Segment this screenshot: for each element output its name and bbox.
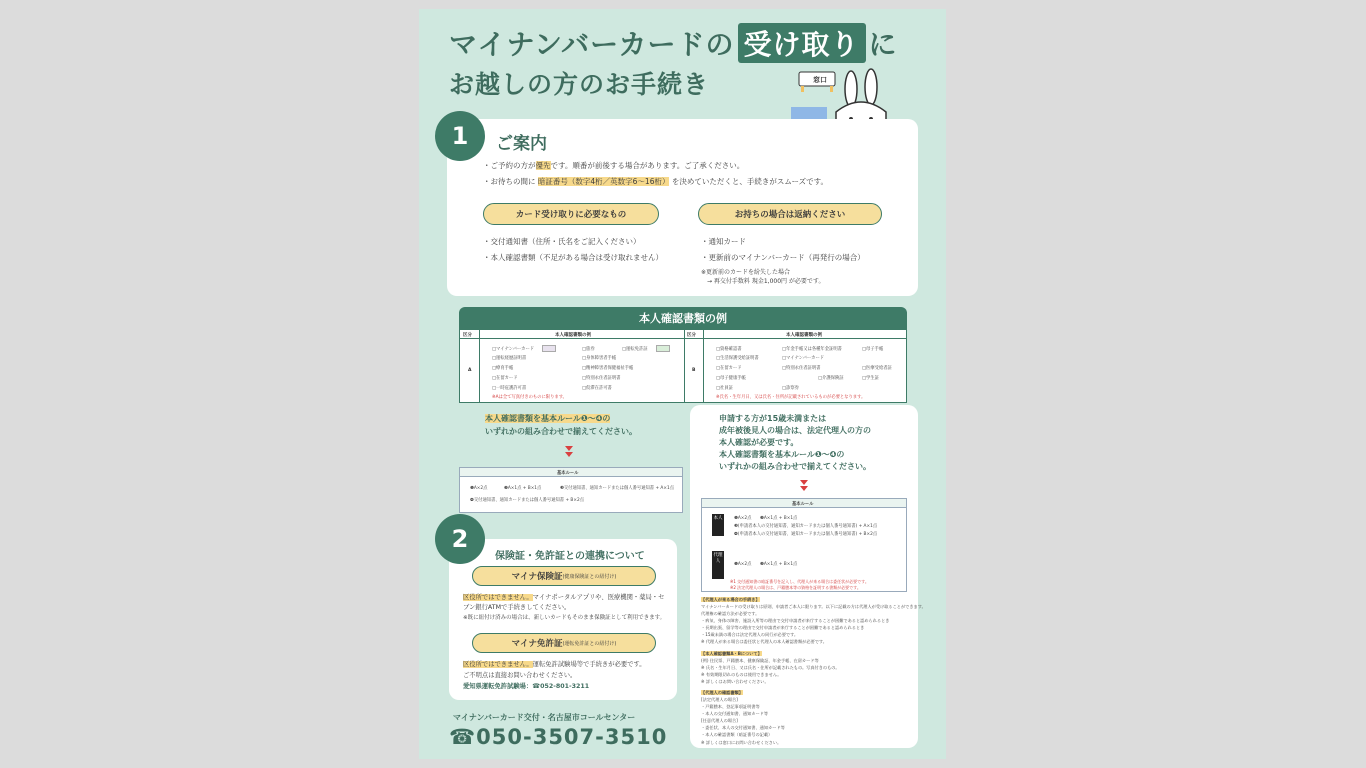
a-item: □精神障害者保健福祉手帳 bbox=[582, 366, 634, 371]
notes-h3 bbox=[701, 690, 743, 697]
right-note-1: ※更新前のカードを紛失した場合 bbox=[701, 269, 791, 276]
a-item: □一時庇護許可書 bbox=[492, 386, 527, 391]
a-note: ※Aは全て写真付きのものに限ります。 bbox=[492, 395, 567, 400]
line2-pre: ・お待ちの間に bbox=[483, 177, 538, 186]
notes-h1-text: 【代理人が来る場合の手続き】 bbox=[701, 597, 760, 602]
b-item: □特別永住者証明書 bbox=[782, 366, 821, 371]
b-item: □医療受給者証 bbox=[862, 366, 892, 371]
b-item: □生活保護受給証明書 bbox=[716, 356, 759, 361]
right-item-2: ・更新前のマイナンバーカード（再発行の場合） bbox=[701, 253, 865, 262]
rule-right-5: いずれかの組み合わせで揃えてください。 bbox=[719, 462, 871, 471]
right-item-1: ・通知カード bbox=[701, 237, 746, 246]
arrow-down-icon bbox=[800, 486, 808, 491]
notes-p2-1: ※ 氏名・生年月日、又は氏名・住所が記載されたもの。写真付きのもの。 bbox=[701, 665, 840, 670]
id-table bbox=[459, 329, 907, 403]
basic-rule-left-title: 基本ルール bbox=[557, 471, 579, 476]
line1-post: です。順番が前後する場合があります。ご了承ください。 bbox=[550, 161, 745, 170]
rule-item: ❶A×2点 bbox=[470, 486, 488, 491]
notes-h3-text: 【代理人の確認書類】 bbox=[701, 690, 743, 695]
notes-p2-2: ※ 有効期限切れのものは使用できません。 bbox=[701, 672, 782, 677]
b-note: ※氏名・生年月日、又は氏名・住所が記載されているものが必要となります。 bbox=[716, 395, 866, 400]
basic-rule-right bbox=[701, 498, 907, 592]
rule-item: ❹交付通知書、通知カードまたは個人番号通知書 + B×2点 bbox=[470, 498, 584, 503]
pill-mynumber-insurance bbox=[472, 566, 656, 586]
callcenter-label: マイナンバーカード交付・名古屋市コールセンター bbox=[453, 713, 636, 722]
a-item: □運転経歴証明書 bbox=[492, 356, 527, 361]
b-item: □年金手帳又は各種年金証明書 bbox=[782, 347, 842, 352]
pill2-sub: (運転免許証との紐付け) bbox=[562, 640, 617, 647]
notes-p3-3: [任意代理人の場合] bbox=[701, 718, 738, 723]
b-item: □在留カード bbox=[716, 366, 742, 371]
card-thumbnail-icon bbox=[542, 345, 556, 352]
pill1-label: マイナ保険証 bbox=[511, 572, 563, 582]
rule-right-4: 本人確認書類を基本ルール❶～❹の bbox=[719, 450, 845, 459]
pill1-sub: (健康保険証との紐付け) bbox=[562, 573, 617, 580]
arrow-down-icon bbox=[565, 452, 573, 457]
s2-p2 bbox=[463, 661, 646, 670]
notes-p3-0: [法定代理人の場合] bbox=[701, 697, 738, 702]
line1-pre: ・ご予約の方が bbox=[483, 161, 536, 170]
left-item-1: ・交付通知書（住所・氏名をご記入ください） bbox=[483, 237, 641, 246]
b-item: □社員証 bbox=[716, 386, 733, 391]
section1-line1 bbox=[483, 161, 744, 172]
a-item: □旅券 bbox=[582, 347, 595, 352]
title-highlight: 受け取り bbox=[738, 23, 866, 63]
rabbit-sign: 窓口 bbox=[813, 76, 827, 84]
b-item: □資格確認書 bbox=[716, 347, 742, 352]
title-line2: お越しの方のお手続き bbox=[449, 70, 710, 99]
rule-right-red2: ※2 法定代理人の場合は、戸籍謄本等の資格を証明する書類が必要です。 bbox=[730, 585, 861, 590]
notes-p3-2: ・本人の交付通知書、通知カード等 bbox=[701, 711, 769, 716]
b-item: □母子手帳 bbox=[862, 347, 884, 352]
arrow-down-icon bbox=[800, 480, 808, 485]
rule-right-row: ❹(申請者本人の交付通知書、通知カードまたは個人番号通知書) + B×2点 bbox=[734, 532, 878, 537]
a-item: □在留カード bbox=[492, 376, 518, 381]
notes-p3-1: ・戸籍謄本、登記事項証明書等 bbox=[701, 704, 760, 709]
pill-mynumber-license bbox=[472, 633, 656, 653]
rule-item: ❷A×1点 + B×1点 bbox=[504, 486, 542, 491]
pill-return-items: お持ちの場合は返納ください bbox=[698, 203, 882, 225]
tag-self: 本人 bbox=[712, 514, 724, 536]
notes-p2-3: ※ 詳しくはお問い合わせください。 bbox=[701, 679, 769, 684]
a-item: □特別永住者証明書 bbox=[582, 376, 621, 381]
line2-mark: 暗証番号（数字4桁／英数字6～16桁） bbox=[537, 177, 670, 186]
s2-p1-mark: 区役所ではできません。 bbox=[463, 594, 533, 601]
rule-item: ❸交付通知書、通知カードまたは個人番号通知書 + A×1点 bbox=[560, 486, 674, 491]
section2-heading: 保険証・免許証との連携について bbox=[495, 551, 645, 562]
s2-p1 bbox=[463, 594, 664, 603]
notes-foot: ※ 詳しくは窓口にお問い合わせください。 bbox=[701, 740, 782, 745]
b-item: □母子健康手帳 bbox=[716, 376, 746, 381]
s2-p2-line3: 愛知県運転免許試験場：☎052-801-3211 bbox=[463, 683, 590, 690]
rule-right-row: ❸(申請者本人の交付通知書、通知カードまたは個人番号通知書) + A×1点 bbox=[734, 524, 878, 529]
notes-h2-text: 【本人確認書類A・Bについて】 bbox=[701, 651, 762, 656]
rule-left-2: いずれかの組み合わせで揃えてください。 bbox=[485, 427, 637, 436]
notes-p1-5: ※ 代理人が来る場合は委任状と代理人の本人確認書類が必要です。 bbox=[701, 639, 827, 644]
rule-right-3: 本人確認が必要です。 bbox=[719, 438, 799, 447]
id-table-title: 本人確認書類の例 bbox=[459, 307, 907, 329]
license-thumbnail-icon bbox=[656, 345, 670, 352]
tag-agent: 代理人 bbox=[712, 551, 724, 579]
arrow-down-icon bbox=[565, 446, 573, 451]
rule-right-1: 申請する方が15歳未満または bbox=[719, 414, 827, 423]
rule-left-1-text: 本人確認書類を基本ルール❶～❹の bbox=[485, 414, 611, 423]
line2-post: を決めていただくと、手続きがスムーズです。 bbox=[669, 177, 829, 186]
title-line1 bbox=[449, 23, 898, 63]
s2-p2-rest: 運転免許試験場等で手続きが必要です。 bbox=[532, 661, 646, 668]
col-label-a: 区分 bbox=[463, 333, 472, 338]
pill2-label: マイナ免許証 bbox=[511, 639, 563, 649]
rule-left-1 bbox=[485, 413, 610, 424]
s2-p1-note: ※既に紐付け済みの場合は、新しいカードもそのまま保険証として利用できます。 bbox=[463, 615, 666, 621]
rule-right-2: 成年被後見人の場合は、法定代理人の方の bbox=[719, 426, 871, 435]
notes-p2-0: (例) 住民票、戸籍謄本、健康保険証、年金手帳、在留カード等 bbox=[701, 658, 819, 663]
pill-required-items: カード受け取りに必要なもの bbox=[483, 203, 659, 225]
col-label-b: 区分 bbox=[687, 333, 696, 338]
b-item: □学生証 bbox=[862, 376, 879, 381]
section2-number: 2 bbox=[435, 514, 485, 564]
right-note-2: → 再交付手数料 現金1,000円 が必要です。 bbox=[707, 278, 825, 285]
notes-h2 bbox=[701, 651, 762, 658]
left-item-2: ・本人確認書類（不足がある場合は受け取れません） bbox=[483, 253, 663, 262]
callcenter-phone: ☎050-3507-3510 bbox=[449, 725, 668, 749]
head-b: 本人確認書類の例 bbox=[786, 333, 822, 338]
notes-p1-0: マイナンバーカードの受け取りは原則、申請者ご本人に限ります。以下に記載の方は代理人が受け取ることができます。 bbox=[701, 604, 926, 609]
title-part1: マイナンバーカードの bbox=[449, 28, 735, 61]
basic-rule-left bbox=[459, 467, 683, 513]
s2-p1-line2: ブン銀行ATMで手続きしてください。 bbox=[463, 604, 571, 611]
rule-right-row: ❶A×2点 ❷A×1点 + B×1点 bbox=[734, 516, 798, 521]
notes-p1-1: 代理権の確認方法が必要です。 bbox=[701, 611, 760, 616]
basic-rule-right-title: 基本ルール bbox=[792, 502, 814, 507]
a-item: □身体障害者手帳 bbox=[582, 356, 617, 361]
a-item: □療育手帳 bbox=[492, 366, 514, 371]
section1-number: 1 bbox=[435, 111, 485, 161]
id-table-col-label bbox=[460, 330, 480, 402]
b-item: □診察券 bbox=[782, 386, 799, 391]
notes-p1-2: ・病気、身体の障害、施設入所等の理由で交付申請者が来庁することが困難であると認められるとき bbox=[701, 618, 890, 623]
notes-p1-3: ・長期出張、留学等の理由で交付申請者が来庁することが困難であると認められるとき bbox=[701, 625, 865, 630]
notes-p1-4: ・15歳未満の場合は法定代理人の同行が必要です。 bbox=[701, 632, 799, 637]
rule-right-red1: ※1 交付通知書の暗証番号を記入し、代理人が来る場合は委任状が必要です。 bbox=[730, 579, 869, 584]
s2-p2-mark: 区役所ではできません。 bbox=[463, 661, 533, 668]
notes-p3-5: ・本人の確認書類（暗証番号の記載） bbox=[701, 732, 773, 737]
b-item: □マイナンバーカード bbox=[782, 356, 825, 361]
cat-b: B bbox=[692, 368, 696, 373]
line1-mark: 優先 bbox=[535, 161, 551, 170]
b-item: □介護保険証 bbox=[818, 376, 844, 381]
head-a: 本人確認書類の例 bbox=[555, 333, 591, 338]
section1-heading: ご案内 bbox=[496, 134, 547, 154]
s2-p1-rest: マイナポータルアプリや、医療機関・薬局・セ bbox=[532, 594, 665, 601]
s2-p2-line2: ご不明点は直接お問い合わせください。 bbox=[463, 672, 577, 679]
id-table-col-label-b bbox=[684, 330, 704, 402]
cat-a: A bbox=[468, 368, 472, 373]
notes-h1 bbox=[701, 597, 760, 604]
title-part2: に bbox=[868, 28, 898, 61]
poster bbox=[419, 9, 946, 759]
a-item: □マイナンバーカード bbox=[492, 347, 535, 352]
rule-right-row: ❶A×2点 ❷A×1点 + B×1点 bbox=[734, 562, 798, 567]
section1-line2 bbox=[483, 177, 828, 188]
notes-p3-4: ・委任状、本人の交付通知書、通知カード等 bbox=[701, 725, 785, 730]
a-item: □運転免許証 bbox=[622, 347, 648, 352]
a-item: □仮滞在許可書 bbox=[582, 386, 612, 391]
